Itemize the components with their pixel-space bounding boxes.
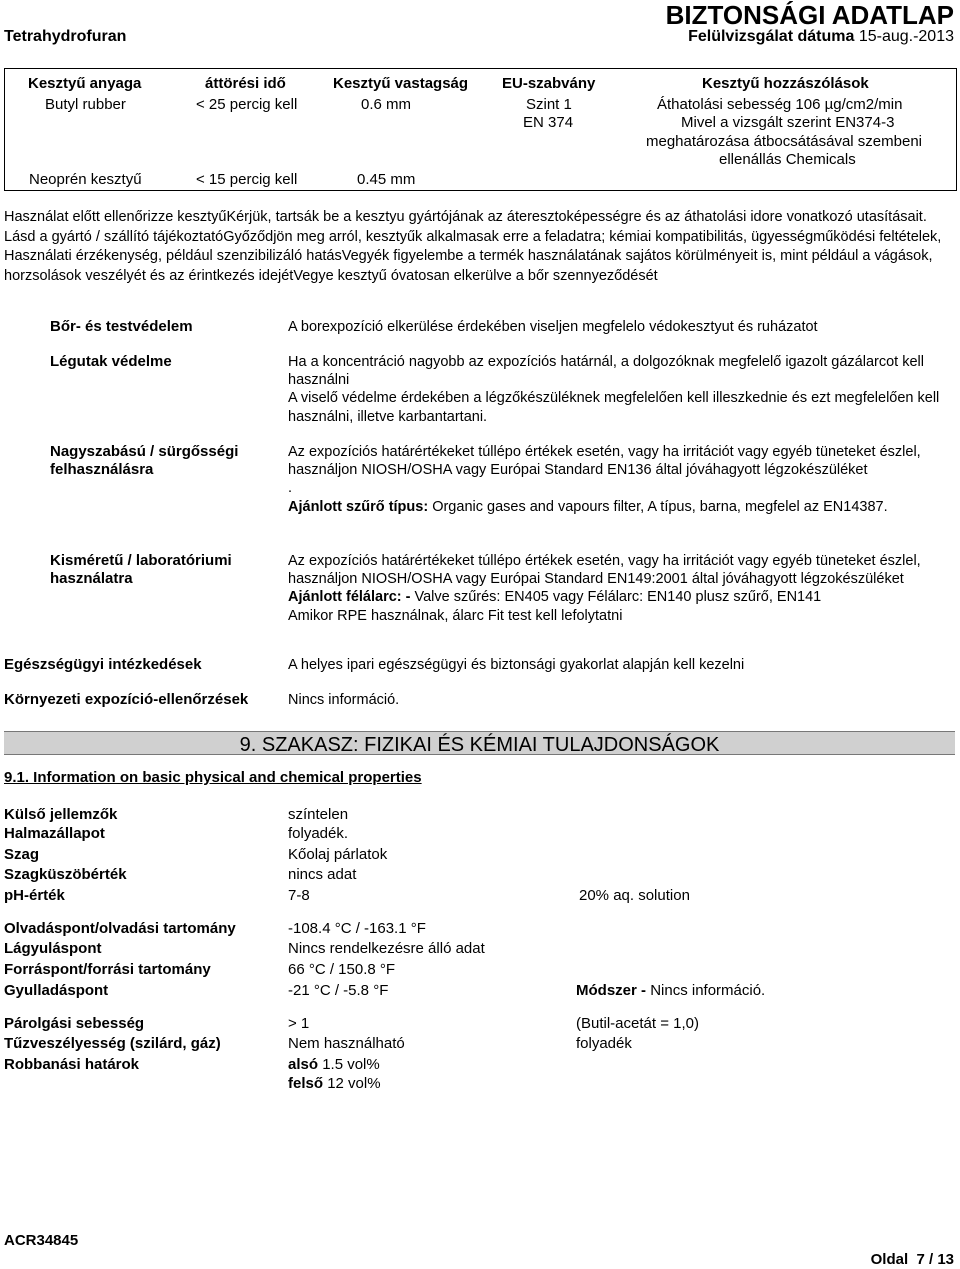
odor-threshold-value: nincs adat (288, 866, 357, 883)
revision-date-value: 15-aug.-2013 (858, 28, 954, 45)
respiratory-protection-value (288, 353, 956, 426)
glove-usage-note-2: Lásd a gyártó / szállító tájékoztatóGyőződjön meg arról, kesztyűk alkalmasak erre a feladatra; kémiai kompatibilitás, ügyességműködési feltételek, Használati érzékenység, például szenzibilizáló hatásVegyék figyelembe a termék használatának sajátos körülményeit is, mint például a vágások, horzsolások veszélyét és az érintkezés idejétVegye kesztyű óvatosan elkerülve a bőr szennyeződését (4, 228, 942, 284)
hygiene-label: Egészségügyi intézkedések (4, 656, 202, 673)
small-scale-text: Az expozíciós határértékeket túllépo értékek esetén, vagy ha irritációt vagy egyéb tüneteket észlel, használjon NIOSH/OSHA vagy Európai Standard EN149:2001 által jóváhagyott légzokészüléket (288, 553, 921, 588)
small-scale-value (288, 552, 956, 625)
col-header-material: Kesztyű anyaga (28, 75, 142, 92)
rpe-note: Amikor RPE használnak, álarc Fit test kell lefolytatni (288, 607, 623, 624)
melting-value: -108.4 °C / -163.1 °F (288, 920, 426, 937)
flash-value: -21 °C / -5.8 °F (288, 982, 389, 999)
flash-method (576, 982, 765, 999)
flammability-extra: folyadék (576, 1035, 632, 1052)
table-cell-standard: EN 374 (523, 114, 574, 131)
evaporation-extra: (Butil-acetát = 1,0) (576, 1015, 699, 1032)
table-cell-comment: Mivel a vizsgált szerint EN374-3 (681, 114, 895, 131)
env-exposure-label: Környezeti expozíció-ellenőrzések (4, 691, 249, 708)
filter-recommendation (288, 498, 956, 516)
halfmask-label: Ajánlott félálarc: - (288, 589, 411, 606)
large-scale-dot: . (288, 480, 293, 497)
melting-label: Olvadáspont/olvadási tartomány (4, 920, 236, 937)
evaporation-value: > 1 (288, 1015, 310, 1032)
table-cell-comment: ellenállás Chemicals (719, 151, 856, 168)
ph-value: 7-8 (288, 887, 310, 904)
method-label: Módszer - (576, 982, 647, 999)
env-exposure-value: Nincs információ. (288, 692, 400, 708)
table-cell-breakthrough: < 15 percig kell (196, 171, 298, 188)
odor-threshold-label: Szagküszöbérték (4, 866, 127, 883)
appearance-value: színtelen (288, 806, 349, 823)
evaporation-label: Párolgási sebesség (4, 1015, 145, 1032)
page-label: Oldal (870, 1251, 909, 1268)
flash-label: Gyulladáspont (4, 982, 109, 999)
col-header-breakthrough: áttörési idő (205, 75, 286, 92)
page-number (871, 1251, 954, 1268)
softening-label: Lágyuláspont (4, 940, 102, 957)
table-cell-comment: Áthatolási sebesség 106 µg/cm2/min (657, 96, 903, 113)
col-header-comments: Kesztyű hozzászólások (702, 75, 869, 92)
glove-usage-note-1: Használat előtt ellenőrizze kesztyűKérjük, tartsák be a kesztyu gyártójának az áteresztoképességre és az áthatolási idore vonatkozó utasításait. (4, 209, 927, 225)
explosion-label: Robbanási határok (4, 1056, 140, 1073)
flammability-label: Tűzveszélyesség (szilárd, gáz) (4, 1035, 221, 1052)
skin-protection-label: Bőr- és testvédelem (50, 318, 193, 335)
explosion-lower (288, 1056, 380, 1073)
large-scale-label-2: felhasználásra (50, 461, 154, 478)
revision-date (688, 28, 954, 46)
section-header-bar (4, 731, 955, 755)
document-code: ACR34845 (4, 1232, 79, 1249)
appearance-label: Külső jellemzők (4, 806, 118, 823)
halfmask-recommendation (288, 588, 956, 606)
method-value: Nincs információ. (650, 982, 766, 999)
flammability-value: Nem használható (288, 1035, 405, 1052)
lower-label: alsó (288, 1056, 319, 1073)
hygiene-value: A helyes ipari egészségügyi és biztonsági gyakorlat alapján kell kezelni (288, 657, 745, 673)
document-title: BIZTONSÁGI ADATLAP (665, 0, 954, 30)
odor-label: Szag (4, 846, 40, 863)
respiratory-text-2: A viselő védelme érdekében a légzőkészüléknek megfelelően kell illeszkednie és ezt megfelelően kell használni, illetve karbantartani. (288, 390, 940, 425)
page-value: 7 / 13 (916, 1251, 954, 1268)
table-cell-standard: Szint 1 (526, 96, 572, 113)
large-scale-label-1: Nagyszabású / sürgősségi (50, 443, 239, 460)
section-9-title: 9. SZAKASZ: FIZIKAI ÉS KÉMIAI TULAJDONSÁGOK (239, 734, 720, 756)
upper-label: felső (288, 1075, 324, 1092)
ph-extra: 20% aq. solution (579, 887, 690, 904)
state-value: folyadék. (288, 825, 349, 842)
table-cell-material: Butyl rubber (45, 96, 126, 113)
table-cell-comment: meghatározása átbocsátásával szembeni (646, 133, 922, 150)
small-scale-label-1: Kisméretű / laboratóriumi (50, 552, 232, 569)
upper-value: 12 vol% (327, 1075, 381, 1092)
boiling-label: Forráspont/forrási tartomány (4, 961, 211, 978)
product-name: Tetrahydrofuran (4, 28, 127, 45)
table-cell-material: Neoprén kesztyű (29, 171, 142, 188)
respiratory-protection-label: Légutak védelme (50, 353, 172, 370)
respiratory-text-1: Ha a koncentráció nagyobb az expozíciós határnál, a dolgozóknak megfelelő igazolt gázálarcot kell használni (288, 354, 924, 389)
boiling-value: 66 °C / 150.8 °F (288, 961, 396, 978)
small-scale-label (50, 552, 232, 588)
ph-label: pH-érték (4, 887, 65, 904)
halfmask-value: Valve szűrés: EN405 vagy Félálarc: EN140 plusz szűrő, EN141 (414, 589, 822, 606)
large-scale-label (50, 443, 238, 479)
odor-value: Kőolaj párlatok (288, 846, 388, 863)
large-scale-text: Az expozíciós határértékeket túllépo értékek esetén, vagy ha irritációt vagy egyéb tüneteket észlel, használjon NIOSH/OSHA vagy Európai Standard EN136 által jóváhagyott légzokészüléket (288, 444, 921, 479)
small-scale-label-2: használatra (50, 570, 133, 587)
skin-protection-value: A borexpozíció elkerülése érdekében viseljen megfelelo védokesztyut és ruházatot (288, 319, 818, 335)
filter-label: Ajánlott szűrő típus: (288, 498, 429, 515)
state-label: Halmazállapot (4, 825, 105, 842)
softening-value: Nincs rendelkezésre álló adat (288, 940, 485, 957)
table-cell-thickness: 0.6 mm (361, 96, 412, 113)
col-header-standard: EU-szabvány (502, 75, 596, 92)
lower-value: 1.5 vol% (322, 1056, 380, 1073)
filter-value: Organic gases and vapours filter, A típus, barna, megfelel az EN14387. (432, 498, 888, 515)
table-cell-thickness: 0.45 mm (357, 171, 416, 188)
table-cell-breakthrough: < 25 percig kell (196, 96, 298, 113)
large-scale-value (288, 443, 956, 516)
glove-usage-note (4, 208, 956, 286)
explosion-upper (288, 1075, 381, 1092)
col-header-thickness: Kesztyű vastagság (333, 75, 469, 92)
section-9-1-subtitle: 9.1. Information on basic physical and chemical properties (4, 769, 422, 786)
glove-table (4, 68, 957, 191)
revision-label: Felülvizsgálat dátuma (688, 28, 855, 45)
